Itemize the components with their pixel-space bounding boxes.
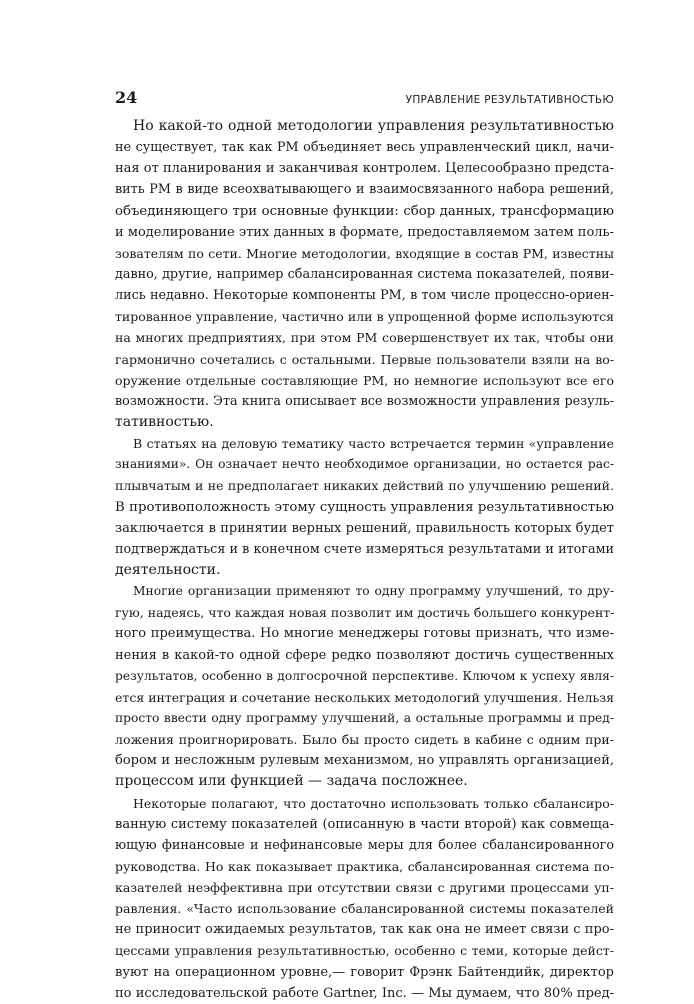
text-line: лись недавно. Некоторые компоненты РМ, в том числе процессно-ориен- xyxy=(115,288,614,304)
running-title: УПРАВЛЕНИЕ РЕЗУЛЬТАТИВНОСТЬЮ xyxy=(405,94,614,106)
text-line: ванную систему показателей (описанную в части второй) как совмеща- xyxy=(115,816,614,832)
text-line: возможности. Эта книга описывает все возможности управления резуль- xyxy=(115,393,614,409)
text-line: вуют на операционном уровне,— говорит Фрэнк Байтендийк, директор xyxy=(115,964,614,980)
text-line: В статьях на деловую тематику часто встречается термин «управление xyxy=(133,436,614,452)
text-line: В противоположность этому сущность управления результативностью xyxy=(115,499,614,515)
page-header xyxy=(115,88,614,107)
text-line: тированное управление, частично или в упрощенной форме используются xyxy=(115,309,614,325)
text-line: ющую финансовые и нефинансовые меры для более сбалансированного xyxy=(115,837,614,853)
text-line: процессом или функцией — задача посложнее. xyxy=(115,773,468,790)
text-line: знаниями». Он означает нечто необходимое организации, но остается рас- xyxy=(115,457,614,472)
text-line: равления. «Часто использование сбалансированной системы показателей xyxy=(115,901,614,917)
text-line: тативностью. xyxy=(115,413,214,430)
text-line: объединяющего три основные функции: сбор данных, трансформацию xyxy=(115,203,614,219)
text-line: ется интеграция и сочетание нескольких методологий улучшения. Нельзя xyxy=(115,689,614,705)
paragraph xyxy=(115,581,614,792)
text-line: по исследовательской работе Gartner, Inc. — Мы думаем, что 80% пред- xyxy=(115,985,614,1001)
text-line: казателей неэффективна при отсутствии связи с другими процессами уп- xyxy=(115,880,614,896)
text-line: зователям по сети. Многие методологии, входящие в состав РМ, известны xyxy=(115,245,614,261)
text-line: гармонично сочетались с остальными. Первые пользователи взяли на во- xyxy=(115,351,614,367)
text-line: давно, другие, например сбалансированная система показателей, появи- xyxy=(115,266,614,282)
text-line: просто ввести одну программу улучшений, а остальные программы и пред- xyxy=(115,710,614,725)
text-line: деятельности. xyxy=(115,561,221,578)
text-line: не приносит ожидаемых результатов, так как она не имеет связи с про- xyxy=(115,922,614,938)
text-line: ложения проигнорировать. Было бы просто сидеть в кабине с одним при- xyxy=(115,732,614,748)
body-text xyxy=(115,116,614,1004)
text-line: руководства. Но как показывает практика, сбалансированная система по- xyxy=(115,858,614,874)
text-line: бором и несложным рулевым механизмом, но управлять организацией, xyxy=(115,753,614,769)
text-line: и моделирование этих данных в формате, предоставляемом затем поль- xyxy=(115,224,614,240)
text-line: нения в какой-то одной сфере редко позволяют достичь существенных xyxy=(115,647,614,663)
text-line: цессами управления результативностью, особенно с теми, которые дейст- xyxy=(115,943,614,959)
text-line: ного преимущества. Но многие менеджеры готовы признать, что изме- xyxy=(115,626,614,642)
page-number: 24 xyxy=(115,88,138,107)
text-line: на многих предприятиях, при этом РМ совершенствует их так, чтобы они xyxy=(115,330,614,346)
paragraph xyxy=(115,793,614,1004)
text-line: оружение отдельные составляющие РМ, но немногие используют все его xyxy=(115,372,614,388)
text-line: заключается в принятии верных решений, правильность которых будет xyxy=(115,520,614,536)
text-line: результатов, особенно в долгосрочной перспективе. Ключом к успеху явля- xyxy=(115,668,614,683)
text-line: плывчатым и не предполагает никаких действий по улучшению решений. xyxy=(115,478,614,494)
text-line: ная от планирования и заканчивая контролем. Целесообразно предста- xyxy=(115,161,614,177)
text-line: Некоторые полагают, что достаточно использовать только сбалансиро- xyxy=(133,795,614,811)
text-line: не существует, так как РМ объединяет весь управленческий цикл, начи- xyxy=(115,140,614,156)
text-line: Многие организации применяют то одну программу улучшений, то дру- xyxy=(133,584,614,599)
paragraph xyxy=(115,116,614,433)
paragraph xyxy=(115,433,614,581)
text-line: подтверждаться и в конечном счете измеряться результатами и итогами xyxy=(115,541,614,557)
text-line: Но какой-то одной методологии управления результативностью xyxy=(133,118,614,134)
text-line: вить РМ в виде всеохватывающего и взаимосвязанного набора решений, xyxy=(115,182,614,198)
text-line: гую, надеясь, что каждая новая позволит им достичь большего конкурент- xyxy=(115,605,615,621)
